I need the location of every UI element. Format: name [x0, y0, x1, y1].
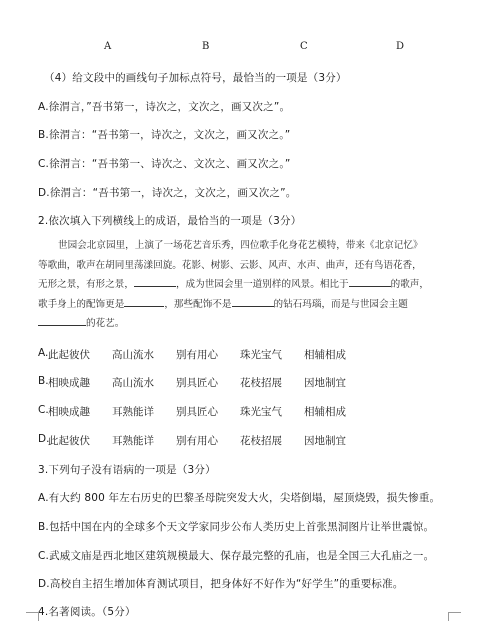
- column-label-a: A: [104, 41, 112, 52]
- passage-text: 无形之景，有形之景，: [38, 279, 134, 290]
- fill-blank-2: [349, 276, 391, 287]
- passage-text: 世园会北京园里，上演了一场花艺音乐秀，四位歌手化身花艺模特，带来《北京记忆》: [58, 240, 423, 251]
- passage-line: [38, 256, 458, 276]
- fill-blank-1: [134, 276, 176, 287]
- idiom: 此起彼伏: [48, 349, 90, 361]
- fill-blank-5: [38, 315, 86, 326]
- q3-option-d: D.高校自主招生增加体育测试项目，把身体好不好作为“好学生”的重要标准。: [38, 578, 404, 590]
- passage-text: 的钻石玛瑙，而是与世园会主题: [273, 298, 408, 310]
- passage-text: 等歌曲，歌声在胡同里荡漾回旋。花影、树影、云影、风声、水声、曲声，还有鸟语花香，: [38, 259, 422, 271]
- idiom: 此起彼伏: [48, 435, 90, 447]
- q4-option-a: A.徐渭言，”吾书第一，诗次之，文次之，画又次之”。: [38, 101, 291, 113]
- passage-text: 的花艺。: [86, 318, 125, 329]
- idiom: 别有用心: [176, 349, 218, 361]
- option-letter: B.: [38, 375, 49, 387]
- passage-text: 歌手身上的配饰更是: [38, 298, 125, 310]
- q3-option-a: A.有大约 800 年左右历史的巴黎圣母院突发大火，尖塔倒塌，屋顶烧毁，损失惨重。: [38, 492, 441, 504]
- q4-option-b: B.徐渭言：“吾书第一，诗次之，文次之，画又次之。”: [38, 129, 291, 141]
- question-4-reading-prompt: 4.名著阅读。（5分）: [38, 606, 136, 618]
- column-label-c: C: [300, 41, 308, 52]
- passage-line: [38, 295, 458, 315]
- idiom: 因地制宜: [304, 435, 346, 447]
- q4-option-c: C.徐渭言：“吾书第一、诗次之、文次之、画又次之。”: [38, 158, 291, 170]
- passage-line: [38, 236, 458, 256]
- idiom: 因地制宜: [304, 377, 346, 389]
- idiom: 相辅相成: [304, 349, 346, 361]
- option-letter: C.: [38, 404, 49, 416]
- idiom: 高山流水: [112, 349, 154, 361]
- passage-text: ，那些配饰不是: [164, 298, 232, 310]
- question-2-prompt: 2.依次填入下列横线上的成语，最恰当的一项是（3分）: [38, 215, 302, 227]
- idiom: 耳熟能详: [112, 406, 154, 418]
- answer-column-labels: [0, 41, 486, 55]
- idiom: 高山流水: [112, 377, 154, 389]
- q3-option-c: C.武威文庙是西北地区建筑规模最大、保存最完整的孔庙，也是全国三大孔庙之一。: [38, 550, 435, 562]
- passage-line: [38, 314, 458, 334]
- passage-line: [38, 275, 458, 295]
- idiom: 花枝招展: [240, 435, 282, 447]
- column-label-d: D: [396, 41, 405, 52]
- idiom: 相辅相成: [304, 406, 346, 418]
- idiom: 珠光宝气: [240, 349, 282, 361]
- idiom: 珠光宝气: [240, 406, 282, 418]
- option-letter: D.: [38, 433, 50, 445]
- column-label-b: B: [202, 41, 210, 52]
- option-letter: A.: [38, 347, 49, 359]
- idiom: 花枝招展: [240, 377, 282, 389]
- passage-text: ，成为世园会里一道别样的风景。相比于: [175, 279, 349, 290]
- question-3-prompt: 3.下列句子没有语病的一项是（3分）: [38, 464, 216, 476]
- page-corner-mark-left: [26, 612, 39, 621]
- page-corner-mark-right: [448, 612, 461, 621]
- question-2-passage: [38, 236, 458, 334]
- idiom: 相映成趣: [48, 377, 90, 389]
- idiom: 耳熟能详: [112, 435, 154, 447]
- fill-blank-3: [124, 296, 164, 307]
- question-4-prompt: （4）给文段中的画线句子加标点符号，最恰当的一项是（3分）: [44, 72, 347, 84]
- idiom: 别具匠心: [176, 406, 218, 418]
- q4-option-d: D.徐渭言：“吾书第一，诗次之，文次之，画又次之”。: [38, 187, 297, 199]
- idiom: 别具匠心: [176, 377, 218, 389]
- fill-blank-4: [232, 296, 274, 307]
- idiom: 相映成趣: [48, 406, 90, 418]
- passage-text: 的歌声，: [390, 279, 429, 290]
- idiom: 别有用心: [176, 435, 218, 447]
- q3-option-b: B.包括中国在内的全球多个天文学家同步公布人类历史上首张黑洞图片让举世震惊。: [38, 521, 435, 533]
